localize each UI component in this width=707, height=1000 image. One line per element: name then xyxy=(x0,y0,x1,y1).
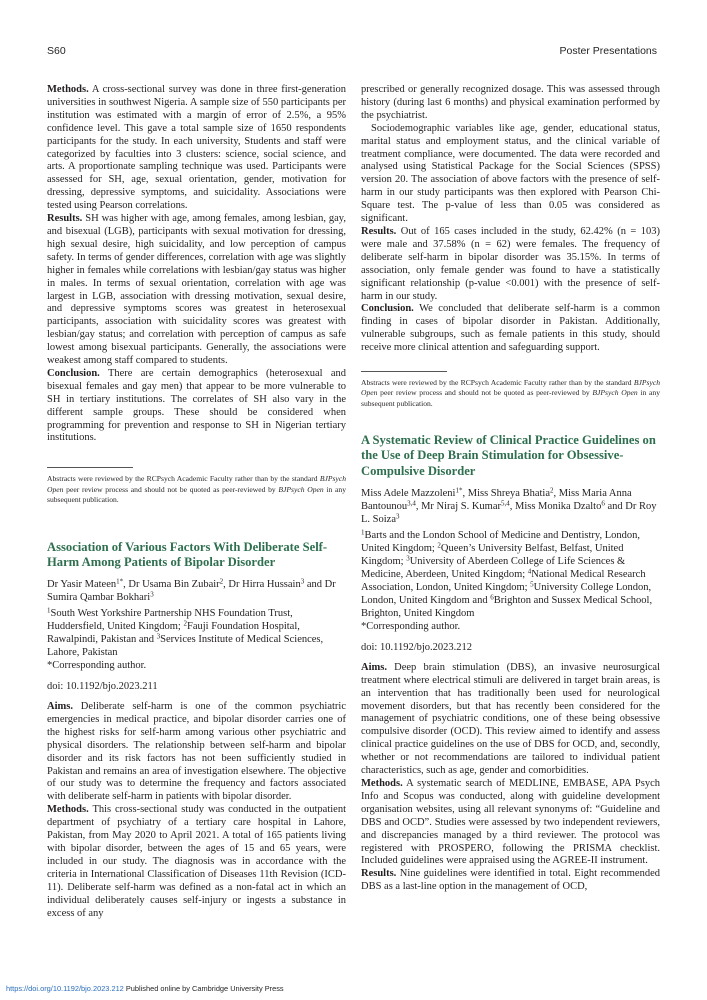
doi: doi: 10.1192/bjo.2023.212 xyxy=(361,641,473,653)
aims-paragraph: Aims. Deliberate self-harm is one of the common psychiatric emergencies in medical practice, and bipolar disorder carries one of the highest risks for self-harm among various other psychiatric and physical disorders. The relationship between self-harm and bipolar disorder and its risk factors has not been sufficiently studied in Pakistan and remains an area of investigation elsewhere. The objective of our study was to determine the frequency and factors associated with deliberate self-harm in patients with bipolar disorder. xyxy=(47,701,347,803)
results-paragraph: Results. Out of 165 cases included in the study, 62.42% (n = 103) were male and 37.58% (n = 62) were females. The frequency of deliberate self-harm in bipolar disorder was 35.15%. In terms of association, only female gender was found to have a statistically significant relationship (p-value <0.001) with the presence of self-harm in our study. xyxy=(361,225,660,302)
divider xyxy=(47,467,133,468)
conclusion-paragraph: Conclusion. We concluded that deliberate self-harm is a common finding in cases of bipolar disorder in Pakistan. Additionally, vulnerable subgroups, such as female patients in this study, should receive more clinical attention and safeguarding support. xyxy=(361,303,661,354)
author-list: Dr Yasir Mateen$^{1*}$, Dr Usama Bin Zubair$^2$, Dr Hirra Hussain$^3$ and Dr Sumira Qambar Bokhari$^3$ xyxy=(47,577,336,603)
section-title: Poster Presentations xyxy=(559,45,657,57)
results-paragraph: Results. Nine guidelines were identified in total. Eight recommended DBS as a last-line option in the management of OCD, xyxy=(361,868,660,893)
doi: doi: 10.1192/bjo.2023.211 xyxy=(47,681,158,692)
author-name: Miss Maria Anna Bantounou$^{3,4}$ xyxy=(361,487,632,512)
methods-paragraph: Methods. This cross-sectional study was conducted in the outpatient department of psychiatry of a tertiary care hospital in Lahore, Pakistan, from May 2020 to April 2021. A total of 165 patients living with bipolar disorder, between the ages of 15 and 65 years, were included in our study. The diagnosis was in accordance with the criteria in International Classification of Diseases 11th Revision (ICD-11). Deliberate self-harm was defined as a non-fatal act in which an individual deliberately causes self-injury or ingests a substance in excess of any xyxy=(47,804,347,919)
affiliations: $^1$Barts and the London School of Medicine and Dentistry, London, United Kingdom; $^2$Queen’s University Belfast, Belfast, United Kingdom; $^3$University of Aberdeen College of Life Sciences & Medicine, Aberdeen, United Kingdom; $^4$National Medical Research Association, London, United Kingdom; $^5$University College London, London, United Kingdom and $^6$Brighton and Sussex Medical School, Brighton, United Kingdom xyxy=(361,528,653,619)
author-name: Miss Monika Dzalto$^6$ xyxy=(515,499,605,512)
author-name: Dr Roy L. Soiza$^3$ xyxy=(361,500,657,525)
author-name: Mr Niraj S. Kumar$^{5,4}$ xyxy=(421,499,510,512)
left-column xyxy=(47,84,346,920)
abstract-title: A Systematic Review of Clinical Practice Guidelines on the Use of Deep Brain Stimulation for Obsessive-Compulsive Disorder xyxy=(361,433,656,478)
footer: https://doi.org/10.1192/bjo.2023.212 Published online by Cambridge University Press xyxy=(6,984,284,993)
author-name: Dr Yasir Mateen$^{1*}$ xyxy=(47,577,124,590)
results-paragraph: Results. SH was higher with age, among females, among lesbian, gay, and bisexual (LGB), participants with sexual motivation for dressing, high sexual desire, high suicidality, and low perception of campus safety. In terms of gender differences, correlation with age was slightly higher in females while correlations with lesbian/gay status was higher in males. In terms of sexual orientation, correlation with age was largest in LGB, association with dressing motivation, sexual desire, and depressive symptoms scores was greatest in heterosexual participants, association with suicidality scores was greatest with lesbian/gay status; and correlation with perception of campus as safe lowest among bisexual participants. Generally, the associations were weakest among staff compared to students. xyxy=(47,213,346,367)
author-name: Miss Adele Mazzoleni$^{1*}$ xyxy=(361,486,463,499)
right-column xyxy=(361,84,660,894)
continued-paragraph: prescribed or generally recognized dosage. This was assessed through history (during last 6 months) and physical examination performed by the psychiatrist. xyxy=(361,84,660,121)
author-name: Miss Shreya Bhatia$^2$ xyxy=(467,486,554,499)
methods-paragraph: Methods. A systematic search of MEDLINE, EMBASE, APA Psych Info and Scopus was conducted, along with guideline development organisation websites, using all relevant synonyms of: “Guideline and DBS and OCD”. Studies were assessed by two independent reviewers, and discrepancies managed by a third reviewer. The protocol was registered with PROSPERO, following the PRISMA checklist. Included guidelines were appraised using the AGREE-II instrument. xyxy=(361,778,661,867)
author-name: Dr Hirra Hussain$^3$ xyxy=(228,577,305,590)
page-number: S60 xyxy=(47,45,66,57)
divider xyxy=(361,371,447,372)
methods-paragraph: Methods. A cross-sectional survey was done in three first-generation universities in southwest Nigeria. A sample size of 550 participants per institution was estimated with a margin of error of 2.5%, a 95% confidence level. This gave a total sample size of 1650 respondents participants for the study. In each university, Students and staff were categorized by faculties into 3 clusters: science, social science, and arts. A proportionate sampling technique was used. Participants were assessed for SH, age, sexual orientation, gender, motivation for dressing, depressive symptoms, and suicidality. Associations were tested using Pearson correlations. xyxy=(47,84,346,212)
review-note: Abstracts were reviewed by the RCPsych Academic Faculty rather than by the standard BJPsych Open peer review process and should not be quoted as peer-reviewed by BJPsych Open in any subsequent publication. xyxy=(361,378,660,408)
affiliations: $^1$South West Yorkshire Partnership NHS Foundation Trust, Huddersfield, United Kingdom; $^2$Fauji Foundation Hospital, Rawalpindi, Pakistan and $^3$Services Institute of Medical Sciences, Lahore, Pakistan xyxy=(47,606,324,658)
corresponding-author: *Corresponding author. xyxy=(361,620,461,632)
review-note: Abstracts were reviewed by the RCPsych Academic Faculty rather than by the standard BJPsych Open peer review process and should not be quoted as peer-reviewed by BJPsych Open in any subsequent publication. xyxy=(47,474,346,505)
sociodemographic-paragraph: Sociodemographic variables like age, gender, educational status, marital status and employment status, and the clinical variable of treatment compliance, were documented. The data were recorded and analysed using Statistical Package for the Social Sciences (SPSS) version 20. The association of above factors with the presence of self-harm in our study participants was then explored with Pearson Chi-Square test. The p-value of less than 0.05 was considered as significant. xyxy=(361,122,660,225)
aims-paragraph: Aims. Deep brain stimulation (DBS), an invasive neurosurgical treatment where electrical stimuli are delivered in target brain areas, is an intervention that has traditionally been used for neurological movement disorders, but that has recently been considered for the management of psychiatric conditions, one of these being obsessive compulsive disorder (OCD). This review aimed to identify and assess clinical practice guidelines on the use of DBS for OCD, and, secondly, whether or not recommendations are tailored to individual patient characteristics, such as age, gender and comorbidities. xyxy=(361,661,660,777)
author-name: Dr Sumira Qambar Bokhari$^3$ xyxy=(47,579,336,603)
conclusion-paragraph: Conclusion. There are certain demographics (heterosexual and bisexual females and gay men) that appear to be more vulnerable to SH in tertiary institutions. The correlates of SH also vary in the different sample groups. These should be considered when programming for prevention and response to SH in Nigerian tertiary institutions. xyxy=(47,367,347,444)
doi-link[interactable]: https://doi.org/10.1192/bjo.2023.212 xyxy=(6,984,124,993)
abstract-title: Association of Various Factors With Deliberate Self-Harm Among Patients of Bipolar Disorder xyxy=(47,539,328,569)
corresponding-author: *Corresponding author. xyxy=(47,660,147,671)
author-list: Miss Adele Mazzoleni$^{1*}$, Miss Shreya Bhatia$^2$, Miss Maria Anna Bantounou$^{3,4}$, Mr Niraj S. Kumar$^{5,4}$, Miss Monika Dzalto$^6$ and Dr Roy L. Soiza$^3$ xyxy=(361,486,657,525)
author-name: Dr Usama Bin Zubair$^2$ xyxy=(128,577,224,590)
